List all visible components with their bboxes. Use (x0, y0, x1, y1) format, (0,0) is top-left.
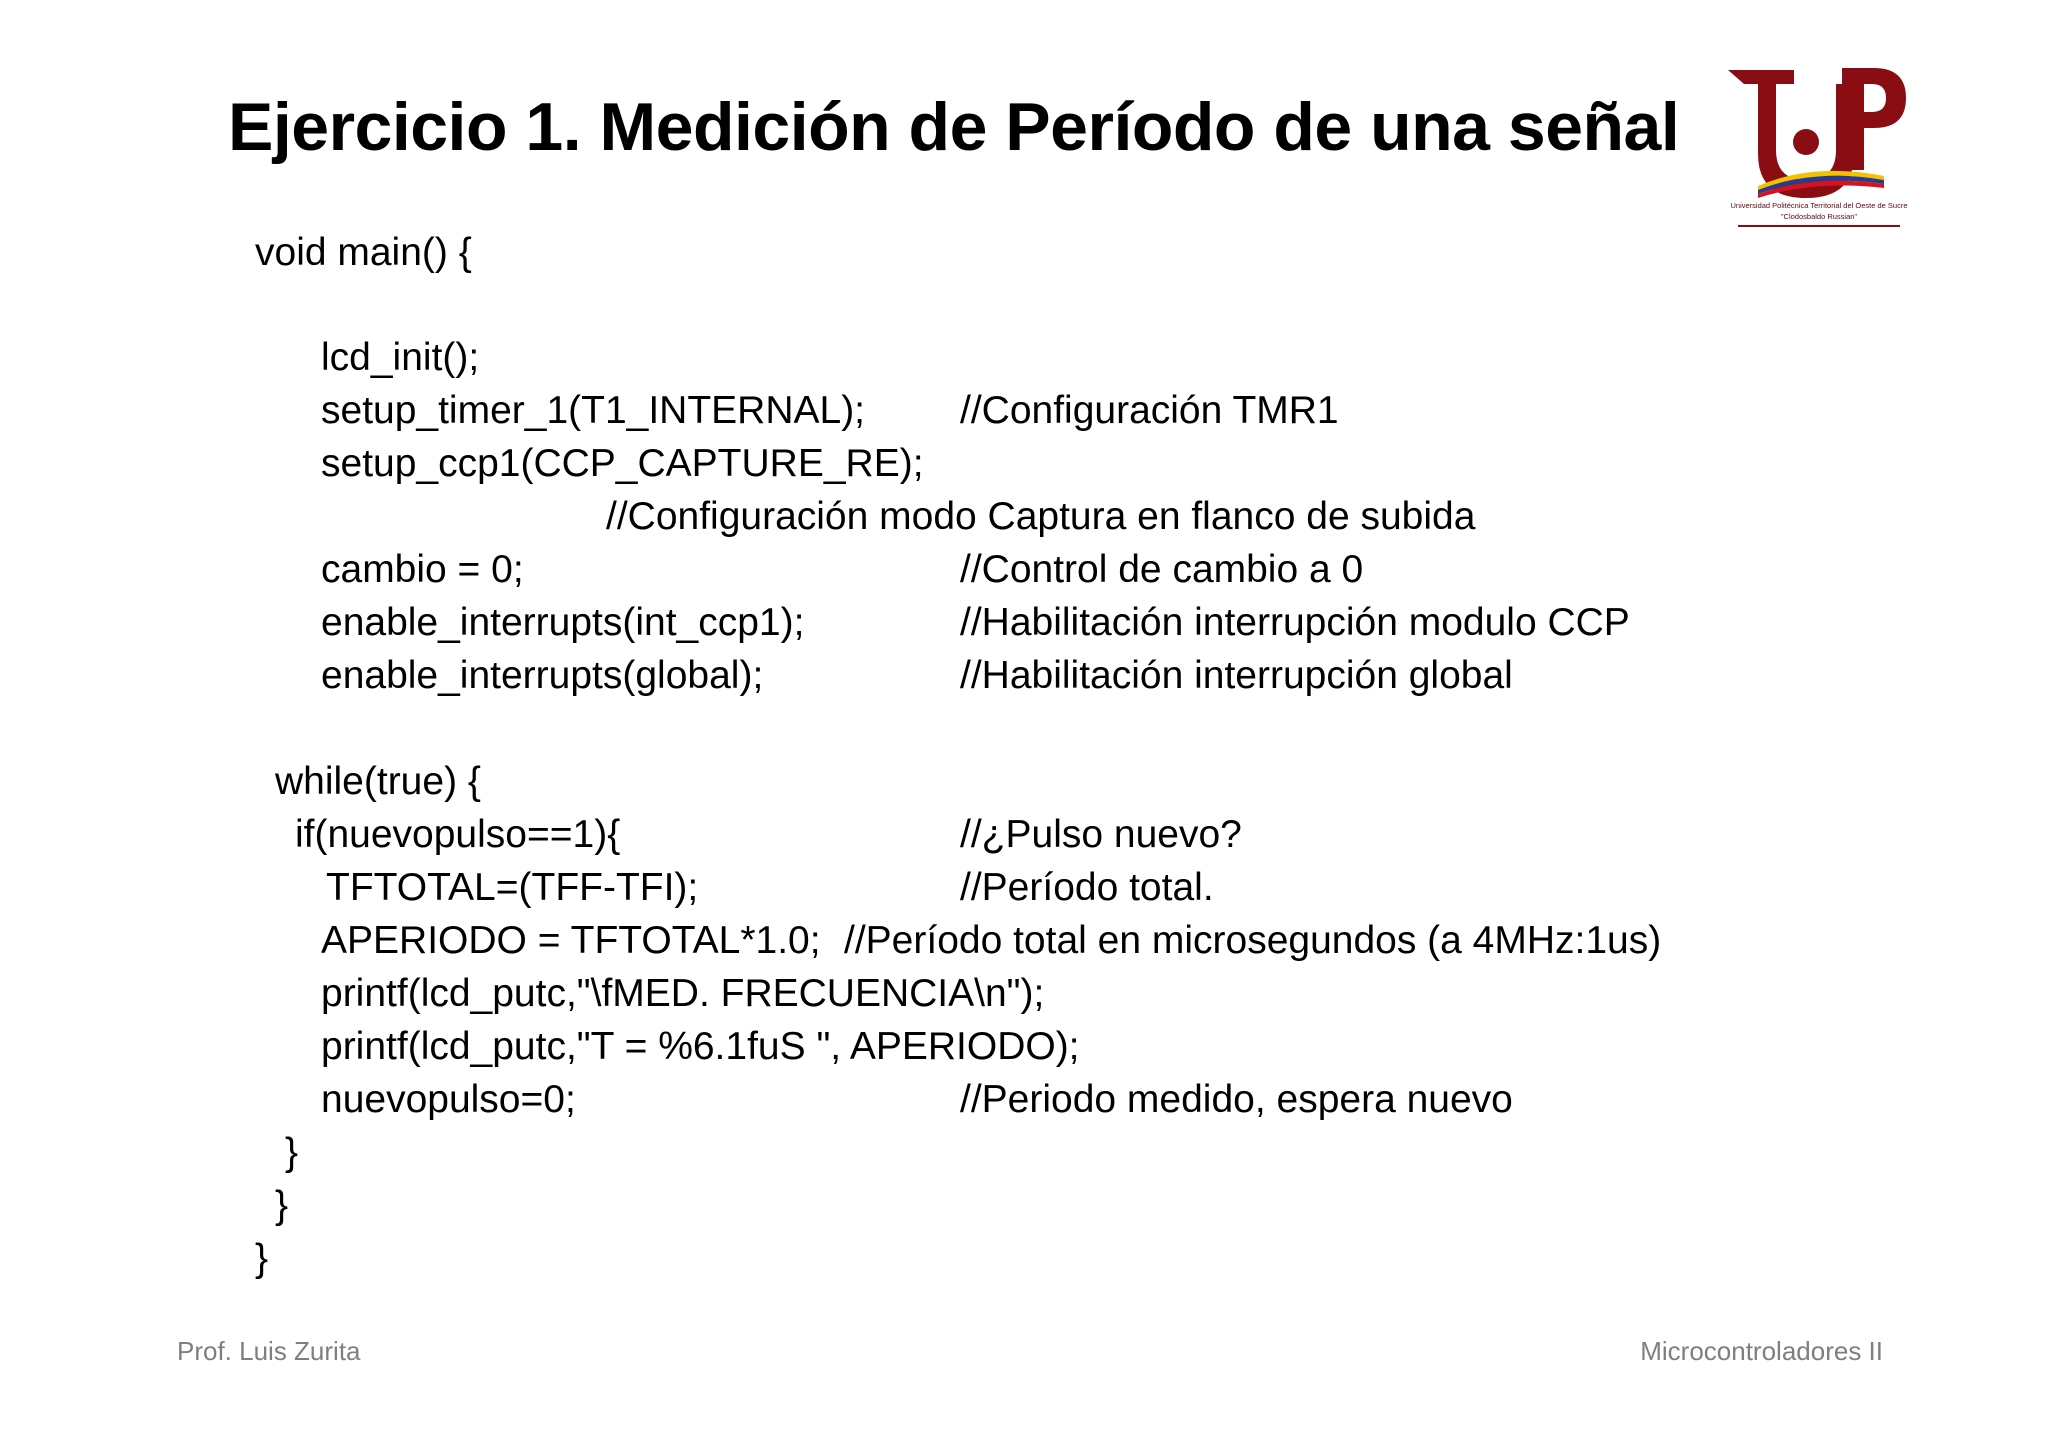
code-comment-periodo-medido: //Periodo medido, espera nuevo (960, 1078, 1513, 1121)
code-line-setup-timer: setup_timer_1(T1_INTERNAL); (321, 389, 866, 432)
code-line-enable-ccp1: enable_interrupts(int_ccp1); (321, 601, 805, 644)
code-line-printf-frecuencia: printf(lcd_putc,"\fMED. FRECUENCIA\n"); (321, 972, 1045, 1015)
code-line-cambio: cambio = 0; (321, 548, 524, 591)
code-line-lcd-init: lcd_init(); (321, 336, 480, 379)
slide-title: Ejercicio 1. Medición de Período de una señal (228, 89, 1680, 165)
code-comment-pulso-nuevo: //¿Pulso nuevo? (960, 813, 1242, 856)
code-comment-cambio: //Control de cambio a 0 (960, 548, 1364, 591)
code-line-nuevopulso-reset: nuevopulso=0; (321, 1078, 576, 1121)
code-line-aperiodo: APERIODO = TFTOTAL*1.0; (321, 919, 821, 962)
code-comment-setup-timer: //Configuración TMR1 (960, 389, 1339, 432)
logo-caption-line1: Universidad Politécnica Territorial del Oeste de Sucre (1730, 201, 1908, 210)
logo-caption-line2: "Clodosbaldo Russian" (1780, 212, 1858, 221)
code-comment-enable-global: //Habilitación interrupción global (960, 654, 1513, 697)
code-line-close-main: } (255, 1237, 269, 1280)
code-comment-capture-mode: //Configuración modo Captura en flanco de subida (606, 495, 1476, 538)
code-line-while: while(true) { (275, 760, 481, 803)
footer-author: Prof. Luis Zurita (177, 1336, 361, 1366)
code-line-main-open: void main() { (255, 231, 472, 274)
code-line-printf-periodo: printf(lcd_putc,"T = %6.1fuS ", APERIODO); (321, 1025, 1080, 1068)
code-comment-enable-ccp1: //Habilitación interrupción modulo CCP (960, 601, 1630, 644)
code-line-if-nuevopulso: if(nuevopulso==1){ (295, 813, 621, 856)
code-comment-periodo-total: //Período total. (960, 866, 1214, 909)
code-line-close-if: } (285, 1131, 299, 1174)
code-line-close-while: } (275, 1184, 289, 1227)
code-line-tftotal: TFTOTAL=(TFF-TFI); (326, 866, 699, 909)
code-line-setup-ccp1: setup_ccp1(CCP_CAPTURE_RE); (321, 442, 924, 485)
university-logo-icon (1724, 58, 1914, 234)
code-line-enable-global: enable_interrupts(global); (321, 654, 764, 697)
footer-course: Microcontroladores II (1640, 1336, 1883, 1366)
code-comment-microsegundos: //Período total en microsegundos (a 4MHz:1us) (844, 919, 1662, 962)
